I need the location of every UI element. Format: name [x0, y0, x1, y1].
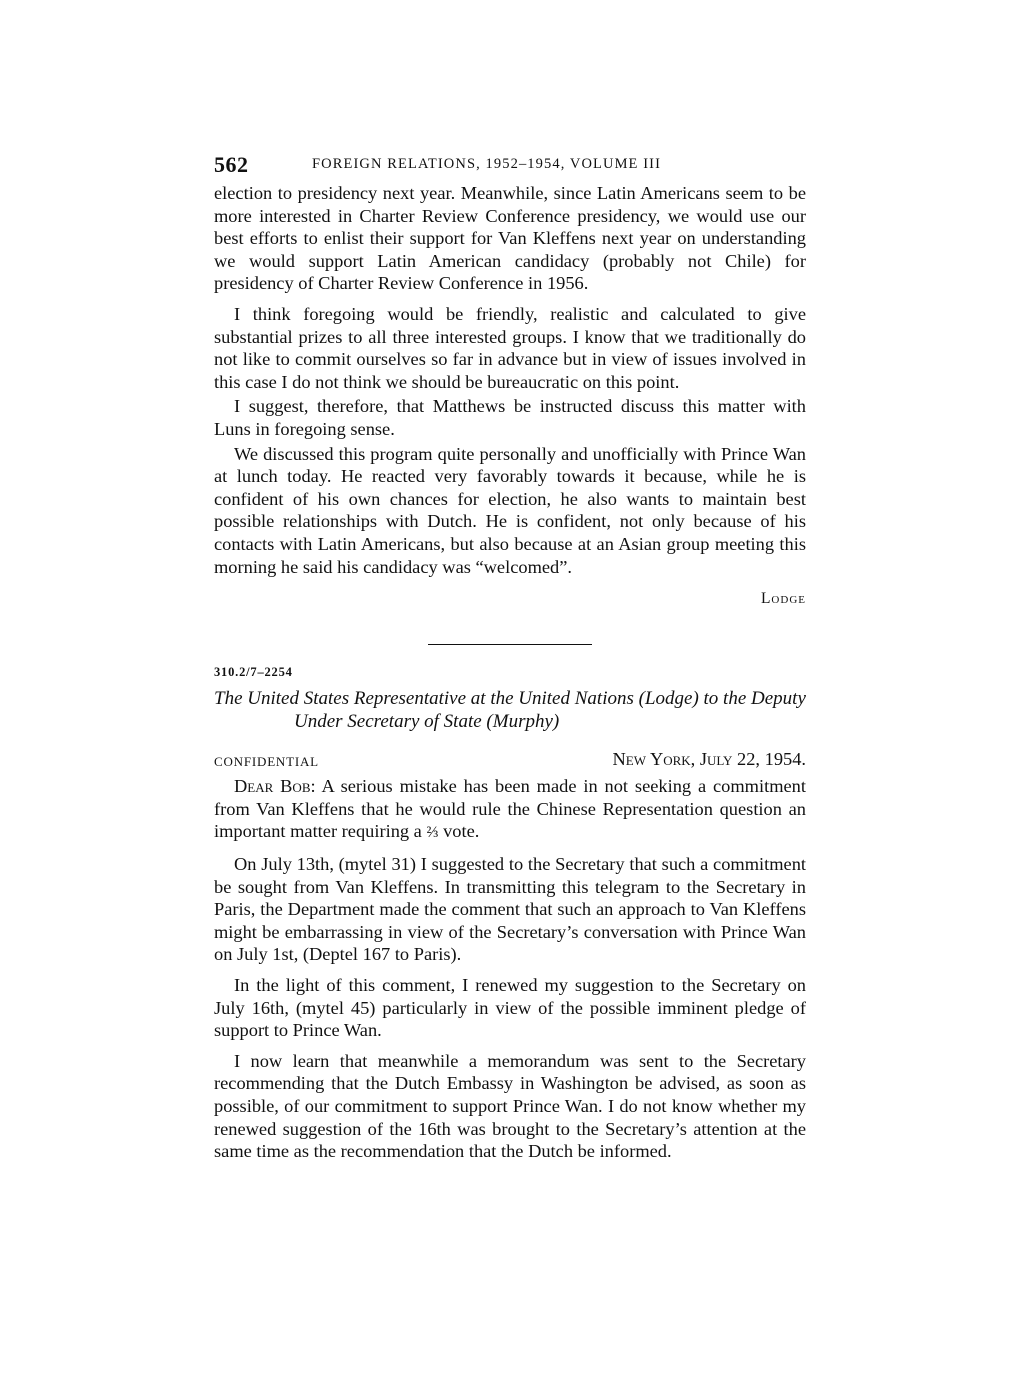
salutation: Dear Bob: [234, 776, 316, 797]
paragraph-text-end: vote. [443, 821, 480, 842]
body-paragraph: In the light of this comment, I renewed my suggestion to the Secretary on July 16th, (mytel 45) particularly in view of the possible imminent pledge of support to Prince Wan. [214, 975, 806, 1041]
body-paragraph: I think foregoing would be friendly, realistic and calculated to give substantial prizes to all three interested groups. I know that we traditionally do not like to commit ourselves so far in advance but in view of issues involved in this case I do not think we should be bureaucratic on this point. [214, 303, 806, 392]
document-page [214, 152, 806, 1163]
dateline: New York, July 22, 1954. [612, 749, 806, 770]
fraction: ⅔ [426, 824, 439, 842]
body-paragraph: I now learn that meanwhile a memorandum was sent to the Secretary recommending that the Dutch Embassy in Washington be advised, as soon as possible, of our commitment to support Prince Wan. I do not know whether my renewed suggestion of the 16th was brought to the Secretary’s attention at the same time as the recommendation that the Dutch be informed. [214, 1050, 806, 1162]
file-number: 310.2/7–2254 [214, 665, 293, 680]
running-head-title: FOREIGN RELATIONS, 1952–1954, VOLUME III [312, 156, 662, 172]
document-title: The United States Representative at the United Nations (Lodge) to the Deputy Under Secretary of State (Murphy) [214, 688, 806, 732]
paragraph-text: A serious mistake has been made in not seeking a commitment from Van Kleffens that he would rule the Chinese Representation question an important matter requiring a [214, 776, 806, 842]
section-divider [428, 644, 592, 645]
dateline-row [214, 749, 806, 775]
body-paragraph: On July 13th, (mytel 31) I suggested to the Secretary that such a commitment be sought from Van Kleffens. In transmitting this telegram to the Secretary in Paris, the Department made the comment that such an approach to Van Kleffens might be embarrassing in view of the Secretary’s conversation with Prince Wan on July 1st, (Deptel 167 to Paris). [214, 854, 806, 965]
body-paragraph: We discussed this program quite personally and unofficially with Prince Wan at lunch today. He reacted very favorably towards it because, while he is confident of his own chances for election, he also wants to maintain best possible relationships with Dutch. He is confident, not only because of his contacts with Latin Americans, but also because at an Asian group meeting this morning he said his candidacy was “welcomed”. [214, 443, 806, 577]
body-paragraph: I suggest, therefore, that Matthews be instructed discuss this matter with Luns in foregoing sense. [214, 396, 806, 439]
continued-paragraph: election to presidency next year. Meanwhile, since Latin Americans seem to be more interested in Charter Review Conference presidency, we would use our best efforts to enlist their support for Van Kleffens next year on understanding we would support Latin American candidacy (probably not Chile) for presidency of Charter Review Conference in 1956. [214, 183, 806, 294]
letter-opening-paragraph [214, 775, 806, 845]
signature: Lodge [760, 590, 806, 608]
page-number: 562 [214, 152, 249, 177]
running-head [214, 152, 806, 182]
classification-label: CONFIDENTIAL [214, 754, 319, 770]
